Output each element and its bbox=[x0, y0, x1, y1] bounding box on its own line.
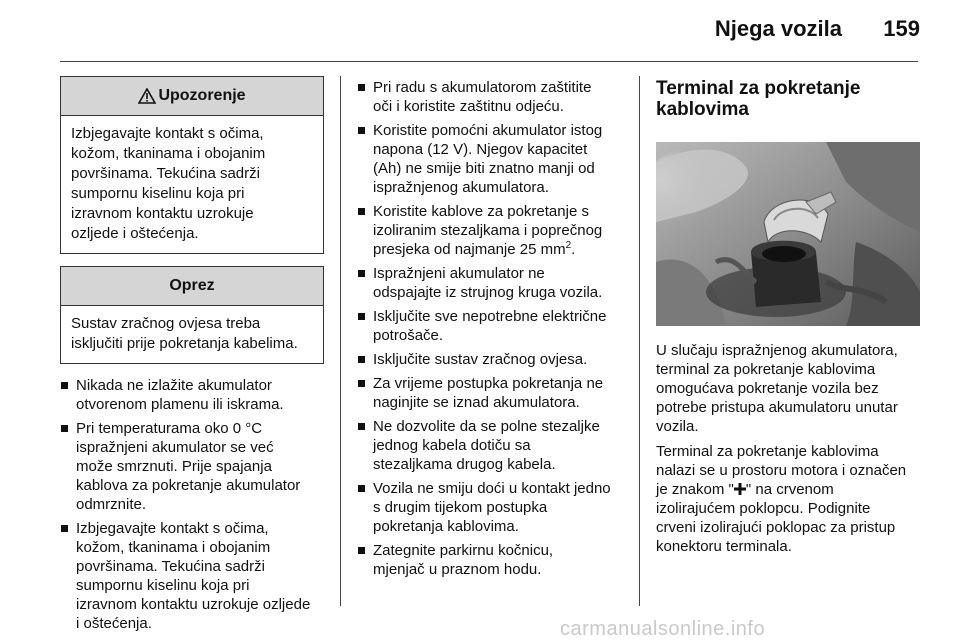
list-item-line: Vozila ne smiju doći u kontakt jedno bbox=[373, 480, 611, 497]
bullet-list-middle bbox=[357, 78, 625, 579]
caution-box bbox=[60, 266, 324, 364]
paragraph-line: " na crvenom bbox=[745, 481, 834, 498]
list-item-line: Ne dozvolite da se polne stezaljke bbox=[373, 418, 600, 435]
list-item-line: površinama. Tekućina sadrži bbox=[76, 558, 265, 575]
list-item-line: ispražnjeni akumulator se već bbox=[76, 439, 274, 456]
section-title bbox=[656, 78, 922, 120]
list-item bbox=[357, 264, 625, 302]
list-item-line: naginjite se iznad akumulatora. bbox=[373, 394, 580, 411]
paragraph-line: omogućava pokretanje vozila bez bbox=[656, 380, 879, 397]
warning-box-header bbox=[61, 77, 323, 116]
list-item-line: Isključite sustav zračnog ovjesa. bbox=[373, 351, 588, 368]
list-item-line: potrošače. bbox=[373, 327, 444, 344]
area-suffix: . bbox=[571, 241, 576, 258]
paragraph-line: potrebe pristupa akumulatoru unutar bbox=[656, 399, 898, 416]
list-item-line: oči i koristite zaštitnu odjeću. bbox=[373, 98, 564, 115]
section-title-line: Terminal za pokretanje bbox=[656, 78, 861, 99]
list-item-line: Za vrijeme postupka pokretanja ne bbox=[373, 375, 604, 392]
list-item-line: izravnom kontaktu uzrokuje ozljede bbox=[76, 596, 311, 613]
warning-line: izravnom kontaktu uzrokuje bbox=[71, 205, 254, 222]
warning-triangle-icon bbox=[138, 88, 156, 104]
list-item-line: Izbjegavajte kontakt s očima, bbox=[76, 520, 269, 537]
column-right bbox=[656, 78, 922, 556]
paragraph-line: nalazi se u prostoru motora i označen bbox=[656, 462, 907, 479]
list-item bbox=[357, 541, 625, 579]
list-item bbox=[357, 350, 625, 369]
page-number: 159 bbox=[883, 16, 920, 41]
column-divider-left bbox=[340, 76, 341, 606]
caution-box-title: Oprez bbox=[169, 277, 215, 294]
warning-line: kožom, tkaninama i obojanim bbox=[71, 145, 266, 162]
list-item-line: Koristite kablove za pokretanje s bbox=[373, 203, 589, 220]
list-item-line: mjenjač u praznom hodu. bbox=[373, 561, 542, 578]
list-item bbox=[357, 374, 625, 412]
list-item-line: i oštećenja. bbox=[76, 615, 152, 632]
list-item-line: Pri temperaturama oko 0 °C bbox=[76, 420, 263, 437]
paragraph-line: terminal za pokretanje kablovima bbox=[656, 361, 876, 378]
list-item-line: Koristite pomoćni akumulator istog bbox=[373, 122, 603, 139]
column-left bbox=[60, 76, 324, 638]
area-text: presjeka od najmanje 25 mm bbox=[373, 241, 566, 258]
list-item-line: pokretanja kablovima. bbox=[373, 518, 519, 535]
caution-box-body bbox=[61, 306, 323, 363]
list-item-line: jednog kabela dotiču sa bbox=[373, 437, 531, 454]
warning-line: ozljede i oštećenja. bbox=[71, 225, 199, 242]
paragraph-line: U slučaju ispražnjenog akumulatora, bbox=[656, 342, 898, 359]
section-paragraph-1 bbox=[656, 341, 922, 436]
list-item-line bbox=[373, 240, 625, 259]
list-item-line: ispražnjenog akumulatora. bbox=[373, 179, 549, 196]
bullet-list-left bbox=[60, 376, 324, 633]
page-header bbox=[0, 0, 960, 60]
chapter-title: Njega vozila bbox=[714, 16, 842, 41]
list-item-line: napona (12 V). Njegov kapacitet bbox=[373, 141, 588, 158]
list-item bbox=[357, 307, 625, 345]
warning-line: površinama. Tekućina sadrži bbox=[71, 165, 260, 182]
list-item-line: kožom, tkaninama i obojanim bbox=[76, 539, 271, 556]
list-item-line: Ispražnjeni akumulator ne bbox=[373, 265, 545, 282]
list-item bbox=[357, 479, 625, 536]
list-item-line: (Ah) ne smije biti znatno manji od bbox=[373, 160, 595, 177]
list-item-line: kablova za pokretanje akumulator bbox=[76, 477, 301, 494]
list-item-line: Nikada ne izlažite akumulator bbox=[76, 377, 272, 394]
warning-line: sumpornu kiselinu koja pri bbox=[71, 185, 245, 202]
warning-box-body bbox=[61, 116, 323, 253]
watermark-text: carmanualsonline.info bbox=[560, 618, 766, 640]
list-item-line: izoliranim stezaljkama i poprečnog bbox=[373, 222, 603, 239]
list-item bbox=[357, 121, 625, 197]
caution-line: Sustav zračnog ovjesa treba bbox=[71, 315, 261, 332]
list-item-line: sumpornu kiselinu koja pri bbox=[76, 577, 250, 594]
paragraph-line: crveni izolirajući poklopac za pristup bbox=[656, 519, 896, 536]
list-item-line: s drugim tijekom postupka bbox=[373, 499, 548, 516]
list-item-line: Zategnite parkirnu kočnicu, bbox=[373, 542, 554, 559]
list-item-line: može smrznuti. Prije spajanja bbox=[76, 458, 272, 475]
column-divider-right bbox=[639, 76, 640, 606]
list-item-line: Pri radu s akumulatorom zaštitite bbox=[373, 79, 592, 96]
list-item-line: odmrznite. bbox=[76, 496, 147, 513]
list-item bbox=[357, 417, 625, 474]
list-item bbox=[60, 519, 324, 633]
section-title-line: kablovima bbox=[656, 99, 749, 120]
list-item-line: Isključite sve nepotrebne električne bbox=[373, 308, 607, 325]
list-item-line: otvorenom plamenu ili iskrama. bbox=[76, 396, 284, 413]
list-item bbox=[60, 376, 324, 414]
plus-icon bbox=[734, 483, 746, 495]
column-middle bbox=[357, 78, 625, 584]
jump-start-terminal-photo bbox=[656, 142, 920, 326]
warning-box bbox=[60, 76, 324, 254]
paragraph-line: je znakom " bbox=[656, 481, 734, 498]
superscript: 2 bbox=[565, 240, 572, 251]
paragraph-line: Terminal za pokretanje kablovima bbox=[656, 443, 879, 460]
header-rule bbox=[60, 61, 918, 62]
list-item-line: stezaljkama drugog kabela. bbox=[373, 456, 556, 473]
warning-box-title: Upozorenje bbox=[158, 87, 246, 104]
list-item bbox=[60, 419, 324, 514]
warning-line: Izbjegavajte kontakt s očima, bbox=[71, 125, 264, 142]
paragraph-line: vozila. bbox=[656, 418, 699, 435]
caution-box-header bbox=[61, 267, 323, 306]
section-paragraph-2 bbox=[656, 442, 922, 556]
list-item bbox=[357, 202, 625, 259]
list-item-line: odspajajte iz strujnog kruga vozila. bbox=[373, 284, 603, 301]
paragraph-line: izolirajućem poklopcu. Podignite bbox=[656, 500, 871, 517]
caution-line: isključiti prije pokretanja kabelima. bbox=[71, 335, 298, 352]
list-item bbox=[357, 78, 625, 116]
paragraph-line: konektoru terminala. bbox=[656, 538, 792, 555]
